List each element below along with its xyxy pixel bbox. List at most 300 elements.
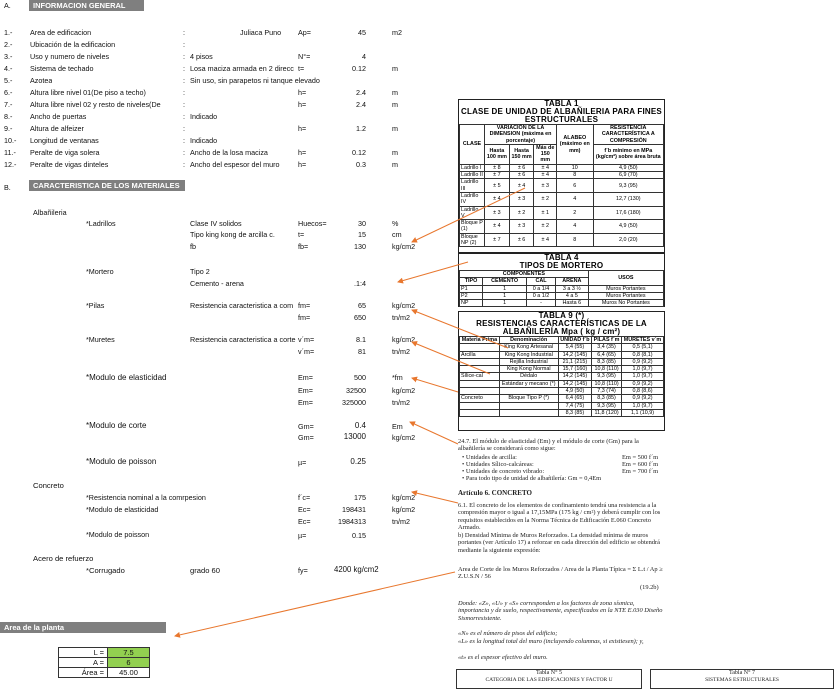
t1-cell: 8 xyxy=(557,172,594,179)
ref-table-9-caption3: ALBAÑILERÍA Mpa ( kg / cm²) xyxy=(502,327,621,336)
t1-cell: 4 xyxy=(557,192,594,206)
ladrillos-r3-sym: fb= xyxy=(298,242,309,251)
row-sym: Ap= xyxy=(298,28,311,37)
row-unit: m xyxy=(392,100,398,109)
section-b-letter: B. xyxy=(4,183,11,192)
row-colon: : xyxy=(183,28,185,37)
muretes-r1-unit: kg/cm2 xyxy=(392,335,416,344)
t4-h2: CAL xyxy=(527,278,556,285)
ladrillos-r2-val: 15 xyxy=(358,230,366,239)
t1-cell: ± 7 xyxy=(485,233,510,247)
row-num: 12.- xyxy=(4,160,17,169)
t9-cell: 0,9 (9,2) xyxy=(621,395,663,402)
t1-cell: 9,3 (95) xyxy=(593,179,663,193)
row-colon: : xyxy=(183,52,185,61)
row-colon: : xyxy=(183,76,185,85)
t9-cell: 14,2 (145) xyxy=(558,373,592,380)
row-label: Ubicación de la edificacion xyxy=(30,40,116,49)
t9-cell xyxy=(460,402,500,409)
row-colon: : xyxy=(183,64,185,73)
t1-cell: ± 3 xyxy=(485,206,510,220)
t9-cell xyxy=(460,358,500,365)
elasticidad-r2-unit: kg/cm2 xyxy=(392,386,416,395)
pilas-r1-sym: fm= xyxy=(298,301,311,310)
row-label: Peralte de vigas dinteles xyxy=(30,160,109,169)
row-val: 0.12 xyxy=(352,148,366,157)
t9-cell: King Kong Industrial xyxy=(499,351,558,358)
row-unit: m xyxy=(392,148,398,157)
t9-cell: 11,8 (120) xyxy=(592,409,622,416)
t9-cell: 1,1 (10,9) xyxy=(621,409,663,416)
t1-row xyxy=(460,172,664,179)
t9-cell xyxy=(460,409,500,416)
acero-grade: grado 60 xyxy=(190,566,220,575)
t4-row xyxy=(460,300,664,307)
ladrillos-r1-sym: Huecos= xyxy=(298,219,327,228)
ref-table-9 xyxy=(458,311,665,431)
pilas-r2-unit: tn/m2 xyxy=(392,313,410,322)
t4-cell: P1 xyxy=(460,285,483,292)
t9-row xyxy=(460,380,664,387)
t1-cell: 10 xyxy=(557,164,594,171)
arrow-area-to-formula xyxy=(175,572,455,636)
t4-row xyxy=(460,292,664,299)
row-unit: m xyxy=(392,88,398,97)
row-val: 0.12 xyxy=(352,64,366,73)
t4-row xyxy=(460,285,664,292)
t1-cell: 17,6 (180) xyxy=(593,206,663,220)
elasticidad-label: *Modulo de elasticidad xyxy=(86,373,167,382)
t4-h1: CEMENTO xyxy=(483,278,527,285)
t1-cell: 12,7 (130) xyxy=(593,192,663,206)
t1-cell: ± 7 xyxy=(485,172,510,179)
t1-cell: ± 1 xyxy=(534,206,557,220)
row-sym: h= xyxy=(298,160,307,169)
t1-cell: Ladrillo III xyxy=(460,179,485,193)
paper-p6: «L» es la longitud total del muro (incluyendo columnas, si existiesen); y, xyxy=(458,638,644,645)
mortero-ratio: .1:4 xyxy=(354,279,366,288)
t1-cell: ± 2 xyxy=(509,206,534,220)
paper-b3v: Em = 700 f´m xyxy=(622,468,659,475)
pilas-r1-unit: kg/cm2 xyxy=(392,301,416,310)
arrow-elasticidad-to-text xyxy=(412,378,458,392)
t9-cell: 0,8 (8,1) xyxy=(621,351,663,358)
t1-cell: ± 4 xyxy=(534,164,557,171)
muretes-label: *Muretes xyxy=(86,335,115,344)
arrow-concreto-to-text xyxy=(412,492,458,503)
t4-cell: Muros No Portantes xyxy=(588,300,663,307)
t1-sh2: Más de 150 mm xyxy=(534,144,557,164)
ec-label: *Modulo de elasticidad xyxy=(86,505,159,514)
ref-table-1-caption2: CLASE DE UNIDAD DE ALBAÑILERIA PARA FINES xyxy=(461,107,662,116)
t1-cell: Bloque NP (2) xyxy=(460,233,485,247)
t9-cell: 7,3 (74) xyxy=(592,388,622,395)
t4-cell: Muros Portantes xyxy=(588,292,663,299)
area-planta-header: Area de la planta xyxy=(0,622,166,633)
t4-cell: P2 xyxy=(460,292,483,299)
row-sym: h= xyxy=(298,124,307,133)
ref-table-4-caption2: TIPOS DE MORTERO xyxy=(519,261,604,270)
paper-b3: • Unidades de concreto vibrado: xyxy=(462,468,545,475)
t9-row xyxy=(460,388,664,395)
muretes-r1-sym: v´m= xyxy=(298,335,315,344)
poisson-sym: µ= xyxy=(298,458,307,467)
t1-cell: ± 4 xyxy=(509,179,534,193)
t1-h2: ALABEO (máximo en mm) xyxy=(557,125,594,165)
t9-cell xyxy=(460,380,500,387)
poisson-concreto-sym: µ= xyxy=(298,531,307,540)
elasticidad-r1-val: 500 xyxy=(354,373,366,382)
row-label: Sistema de techado xyxy=(30,64,94,73)
t1-cell: ± 4 xyxy=(485,220,510,234)
row-num: 1.- xyxy=(4,28,13,37)
row-label: Altura libre nivel 02 y resto de niveles(De xyxy=(30,100,161,109)
t9-cell: 14,2 (145) xyxy=(558,380,592,387)
t1-h1: VARIACIÓN DE LA DIMENSION (máxima en porcentaje) xyxy=(485,125,557,145)
row-sym: h= xyxy=(298,88,307,97)
section-b-header: CARACTERISTICA DE LOS MATERIALES xyxy=(29,180,185,191)
elasticidad-r3-unit: tn/m2 xyxy=(392,398,410,407)
t1-cell: 4 xyxy=(557,220,594,234)
elasticidad-r1-unit: *fm xyxy=(392,373,403,382)
row-label: Altura de alfeizer xyxy=(30,124,84,133)
t9-cell: 8,3 (85) xyxy=(592,358,622,365)
width-label: A = xyxy=(59,658,108,668)
ref-table-1-body xyxy=(460,164,664,247)
corte-label: *Modulo de corte xyxy=(86,421,147,430)
t9-cell: King Kong Artesanal xyxy=(499,344,558,351)
concreto-title: Concreto xyxy=(33,481,64,490)
t1-row xyxy=(460,233,664,247)
row-num: 3.- xyxy=(4,52,13,61)
t1-cell: 2 xyxy=(557,206,594,220)
t9-cell: King Kong Normal xyxy=(499,366,558,373)
t9-cell xyxy=(460,388,500,395)
area-label: Área = xyxy=(59,668,108,678)
row-colon: : xyxy=(183,160,185,169)
t1-cell: ± 4 xyxy=(485,192,510,206)
t9-row xyxy=(460,409,664,416)
t4-cell: 3 a 3 ½ xyxy=(555,285,588,292)
t1-row xyxy=(460,220,664,234)
t4-group: COMPONENTES xyxy=(460,271,589,278)
row-val: 1.2 xyxy=(356,124,366,133)
mortero-r2-desc: Cemento - arena xyxy=(190,279,244,288)
row-num: 6.- xyxy=(4,88,13,97)
corrugado-label: *Corrugado xyxy=(86,566,125,575)
ref-table-4-body xyxy=(460,285,664,307)
t9-cell xyxy=(460,366,500,373)
corte-r2-unit: kg/cm2 xyxy=(392,433,416,442)
area-value: 45.00 xyxy=(108,668,150,678)
row-colon: : xyxy=(183,100,185,109)
row-unit: m xyxy=(392,160,398,169)
ladrillos-r2-sym: t= xyxy=(298,230,305,239)
paper-p7: «t» es el espesor efectivo del muro. xyxy=(458,654,548,661)
table-7-subtitle: SISTEMAS ESTRUCTURALES xyxy=(705,677,779,683)
row-label: Area de edificacion xyxy=(30,28,92,37)
poisson-val: 0.25 xyxy=(350,457,366,466)
t1-cell: ± 6 xyxy=(509,172,534,179)
t1-cell: ± 3 xyxy=(509,192,534,206)
t1-cell: ± 6 xyxy=(509,233,534,247)
row-val: 2.4 xyxy=(356,100,366,109)
albanileria-title: Albañileria xyxy=(33,208,67,217)
t9-cell: 0,8 (8,6) xyxy=(621,388,663,395)
t9-cell: 0,9 (9,2) xyxy=(621,358,663,365)
pilas-r1-desc: Resistencia caracteristica a com xyxy=(190,301,294,310)
t9-cell: Rejilla Industrial xyxy=(499,358,558,365)
t1-h3: RESISTENCIA CARACTERÍSTICA A COMPRESIÓN xyxy=(593,125,663,145)
ref-table-9-header xyxy=(460,337,664,344)
t1-row xyxy=(460,179,664,193)
row-label: Ancho de puertas xyxy=(30,112,87,121)
fc-label: *Resistencia nominal a la comrpesion xyxy=(86,493,206,502)
row-colon: : xyxy=(183,88,185,97)
t9-row xyxy=(460,344,664,351)
t9-cell: 3,4 (35) xyxy=(592,344,622,351)
row-colon: : xyxy=(183,112,185,121)
row-num: 9.- xyxy=(4,124,13,133)
mortero-r1-desc: Tipo 2 xyxy=(190,267,210,276)
row-num: 11.- xyxy=(4,148,16,157)
t9-cell: 6,4 (65) xyxy=(558,395,592,402)
row-num: 10.- xyxy=(4,136,17,145)
row-desc: Indicado xyxy=(190,112,218,121)
t4-cell: Muros Portantes xyxy=(588,285,663,292)
ec-r2-val: 1984313 xyxy=(338,517,366,526)
t9-row xyxy=(460,351,664,358)
t4-cell: 1 xyxy=(483,300,527,307)
row-colon: : xyxy=(183,148,185,157)
paper-formula-ref: (19.2b) xyxy=(640,584,659,591)
ref-table-4-caption1: TABLA 4 xyxy=(544,253,579,262)
ladrillos-r1-desc: Clase IV solidos xyxy=(190,219,242,228)
row-colon: : xyxy=(183,40,185,49)
acero-title: Acero de refuerzo xyxy=(33,554,94,563)
t1-row xyxy=(460,206,664,220)
length-label: L = xyxy=(59,648,108,658)
t9-cell: 9,3 (95) xyxy=(592,402,622,409)
area-planta-table xyxy=(58,647,150,678)
t9-cell: 0,5 (5,1) xyxy=(621,344,663,351)
ladrillos-r1-unit: % xyxy=(392,219,399,228)
t9-row xyxy=(460,402,664,409)
elasticidad-r2-sym: Em= xyxy=(298,386,313,395)
row-num: 4.- xyxy=(4,64,13,73)
row-num: 7.- xyxy=(4,100,13,109)
row-sym: h= xyxy=(298,148,307,157)
pilas-r2-val: 650 xyxy=(354,313,366,322)
row-colon: : xyxy=(183,136,185,145)
row-desc: Juliaca Puno xyxy=(240,28,282,37)
t4-h0: TIPO xyxy=(460,278,483,285)
row-unit: m xyxy=(392,64,398,73)
fy-val: 4200 kg/cm2 xyxy=(334,565,379,574)
ec-r1-val: 198431 xyxy=(342,505,366,514)
t9-header-cell: UNIDAD f´b xyxy=(558,337,592,344)
row-val: 4 xyxy=(362,52,366,61)
row-desc: Sin uso, sin parapetos ni tanque elevado xyxy=(190,76,320,85)
t9-cell: 6,4 (65) xyxy=(592,351,622,358)
row-unit: m xyxy=(392,124,398,133)
mortero-label: *Mortero xyxy=(86,267,114,276)
t1-cell: 6 xyxy=(557,179,594,193)
ladrillos-r3-desc: fb xyxy=(190,242,196,251)
t9-cell xyxy=(499,409,558,416)
t1-cell: ± 3 xyxy=(509,220,534,234)
muretes-r2-sym: v´m= xyxy=(298,347,315,356)
t1-cell: 2,0 (20) xyxy=(593,233,663,247)
t4-cell: NP xyxy=(460,300,483,307)
t9-header-cell: Materia Prima xyxy=(460,337,500,344)
row-label: Longitud de ventanas xyxy=(30,136,99,145)
t1-h0: CLASE xyxy=(460,125,485,165)
table-7-title: Tabla N° 7 xyxy=(729,670,755,676)
paper-p3: b) Densidad Mínima de Muros Reforzados. La densidad mínima de muros portantes (ver Artículo 17) a reforzar en cada dirección del edificio se obtendrá mediante la siguiente expresión: xyxy=(458,532,660,554)
poisson-concreto-label: *Modulo de poisson xyxy=(86,530,150,539)
arrow-corte-to-text xyxy=(410,422,458,444)
pilas-r2-sym: fm= xyxy=(298,313,311,322)
t4-cell: 4 a 5 xyxy=(555,292,588,299)
t4-cell: 1 xyxy=(483,292,527,299)
row-desc: 4 pisos xyxy=(190,52,213,61)
row-val: 0.3 xyxy=(356,160,366,169)
t9-cell: 8,3 (85) xyxy=(558,409,592,416)
pilas-label: *Pilas xyxy=(86,301,105,310)
paper-p5: «N» es el número de pisos del edificio; xyxy=(458,630,558,637)
t9-row xyxy=(460,366,664,373)
t9-cell: 7,4 (75) xyxy=(558,402,592,409)
t9-cell: 9,3 (95) xyxy=(592,373,622,380)
width-value[interactable]: 6 xyxy=(108,658,150,668)
row-num: 2.- xyxy=(4,40,13,49)
fc-sym: f´c= xyxy=(298,493,311,502)
t9-cell xyxy=(460,344,500,351)
paper-p4: Donde: «Z», «U» y «S» corresponden a los factores de zona sísmica, importancia y de suelo, respectivamente, especificados en la NTE E.030 Diseño Sismorresistente. xyxy=(458,600,663,622)
t9-cell: Arcilla xyxy=(460,351,500,358)
row-label: Altura libre nivel 01(De piso a techo) xyxy=(30,88,146,97)
t1-cell: Ladrillo IV xyxy=(460,192,485,206)
row-label: Uso y numero de niveles xyxy=(30,52,110,61)
pilas-r1-val: 65 xyxy=(358,301,366,310)
t9-row xyxy=(460,373,664,380)
t9-cell: 1,0 (9,7) xyxy=(621,402,663,409)
t9-header-cell: MURETES v´m xyxy=(621,337,663,344)
t9-cell: Bloque Tipo P (*) xyxy=(499,395,558,402)
t9-cell: 14,2 (145) xyxy=(558,351,592,358)
elasticidad-r2-val: 32500 xyxy=(346,386,366,395)
t1-sh3: f´b mínimo en MPa (kg/cm²) sobre área bruta xyxy=(593,144,663,164)
fc-val: 175 xyxy=(354,493,366,502)
t9-cell: 1,0 (9,7) xyxy=(621,366,663,373)
ref-table-9-caption2: RESISTENCIAS CARACTERÍSTICAS DE LA xyxy=(476,319,647,328)
poisson-label: *Modulo de poisson xyxy=(86,457,157,466)
elasticidad-r3-val: 325000 xyxy=(342,398,366,407)
t1-cell: ± 6 xyxy=(509,164,534,171)
fy-sym: fy= xyxy=(298,566,308,575)
row-val: 2.4 xyxy=(356,88,366,97)
t4-cell: 1 xyxy=(483,285,527,292)
t9-cell: 0,9 (9,2) xyxy=(621,380,663,387)
table-5-title: Tabla N° 5 xyxy=(536,670,562,676)
t1-sh1: Hasta 150 mm xyxy=(509,144,534,164)
row-desc: Ancho del espesor del muro xyxy=(190,160,280,169)
t4-h3: ARENA xyxy=(555,278,588,285)
t9-header-cell: Denominación xyxy=(499,337,558,344)
poisson-concreto-val: 0.15 xyxy=(352,531,366,540)
corte-r1-sym: Gm= xyxy=(298,422,314,431)
paper-b2v: Em = 600 f´m xyxy=(622,461,659,468)
paper-article: Artículo 6. CONCRETO xyxy=(458,489,532,497)
t1-sh0: Hasta 100 mm xyxy=(485,144,510,164)
paper-b2: • Unidades Sílico-calcáreas: xyxy=(462,461,534,468)
ref-table-1-caption1: TABLA 1 xyxy=(544,99,579,108)
t1-cell: 4,9 (50) xyxy=(593,220,663,234)
ref-table-1 xyxy=(458,99,665,253)
t1-cell: Ladrillo I xyxy=(460,164,485,171)
t1-cell: ± 4 xyxy=(534,172,557,179)
ref-table-9-caption1: TABLA 9 (*) xyxy=(538,311,585,320)
t9-cell xyxy=(499,388,558,395)
t9-cell: 5,4 (55) xyxy=(558,344,592,351)
t1-cell: ± 8 xyxy=(485,164,510,171)
t1-cell: 6,9 (70) xyxy=(593,172,663,179)
ec-r2-sym: Ec= xyxy=(298,517,311,526)
ref-table-4 xyxy=(458,253,665,307)
row-label: Peralte de viga solera xyxy=(30,148,100,157)
table-5-box xyxy=(456,669,642,689)
row-desc: Ancho de la losa maciza xyxy=(190,148,268,157)
t9-cell: 10,8 (110) xyxy=(592,366,622,373)
row-colon: : xyxy=(183,124,185,133)
t9-cell: 1,0 (9,7) xyxy=(621,373,663,380)
t1-cell: 4,9 (50) xyxy=(593,164,663,171)
t1-cell: 8 xyxy=(557,233,594,247)
t9-cell: 4,9 (50) xyxy=(558,388,592,395)
t1-row xyxy=(460,164,664,171)
paper-b1: • Unidades de arcilla: xyxy=(462,454,517,461)
t9-row xyxy=(460,358,664,365)
t9-cell: Dédalo xyxy=(499,373,558,380)
paper-formula: Area de Corte de los Muros Reforzados / Area de la Planta Típica = Σ L.t / Ap ≥ Z.U.S.N / 56 xyxy=(458,566,663,581)
corte-r1-val: 0.4 xyxy=(354,421,366,430)
ref-table-9-body xyxy=(460,344,664,417)
length-value[interactable]: 7.5 xyxy=(108,648,150,658)
t4-cell: - xyxy=(527,300,556,307)
row-num: 8.- xyxy=(4,112,13,121)
row-sym: N°= xyxy=(298,52,311,61)
muretes-r2-val: 81 xyxy=(358,347,366,356)
t9-cell: 21,1 (215) xyxy=(558,358,592,365)
t9-cell: 15,7 (160) xyxy=(558,366,592,373)
t9-cell: Sílice-cal xyxy=(460,373,500,380)
t4-cell: 0 a 1/2 xyxy=(527,292,556,299)
row-val: 45 xyxy=(358,28,366,37)
t9-header-cell: PILAS f´m xyxy=(592,337,622,344)
ec-r1-sym: Ec= xyxy=(298,505,311,514)
row-label: Azotea xyxy=(30,76,53,85)
corte-r1-unit: Em xyxy=(392,422,403,431)
ladrillos-r3-val: 130 xyxy=(354,242,366,251)
t9-cell: 8,3 (85) xyxy=(592,395,622,402)
paper-p2: 6.1. El concreto de los elementos de confinamiento tendrá una resistencia a la compresión mayor o igual a 17,15MPa (175 kg / cm²) y deberá cumplir con los requisitos establecidos en la Norma Técnica de Edificación E.060 Concreto Armado. xyxy=(458,502,661,532)
corte-r2-sym: Gm= xyxy=(298,433,314,442)
t1-cell: ± 4 xyxy=(534,233,557,247)
ladrillos-r1-val: 30 xyxy=(358,219,366,228)
row-desc: Losa maciza armada en 2 direcc xyxy=(190,64,294,73)
table-5-subtitle: CATEGORIA DE LAS EDIFICACIONES Y FACTOR U xyxy=(485,677,613,683)
